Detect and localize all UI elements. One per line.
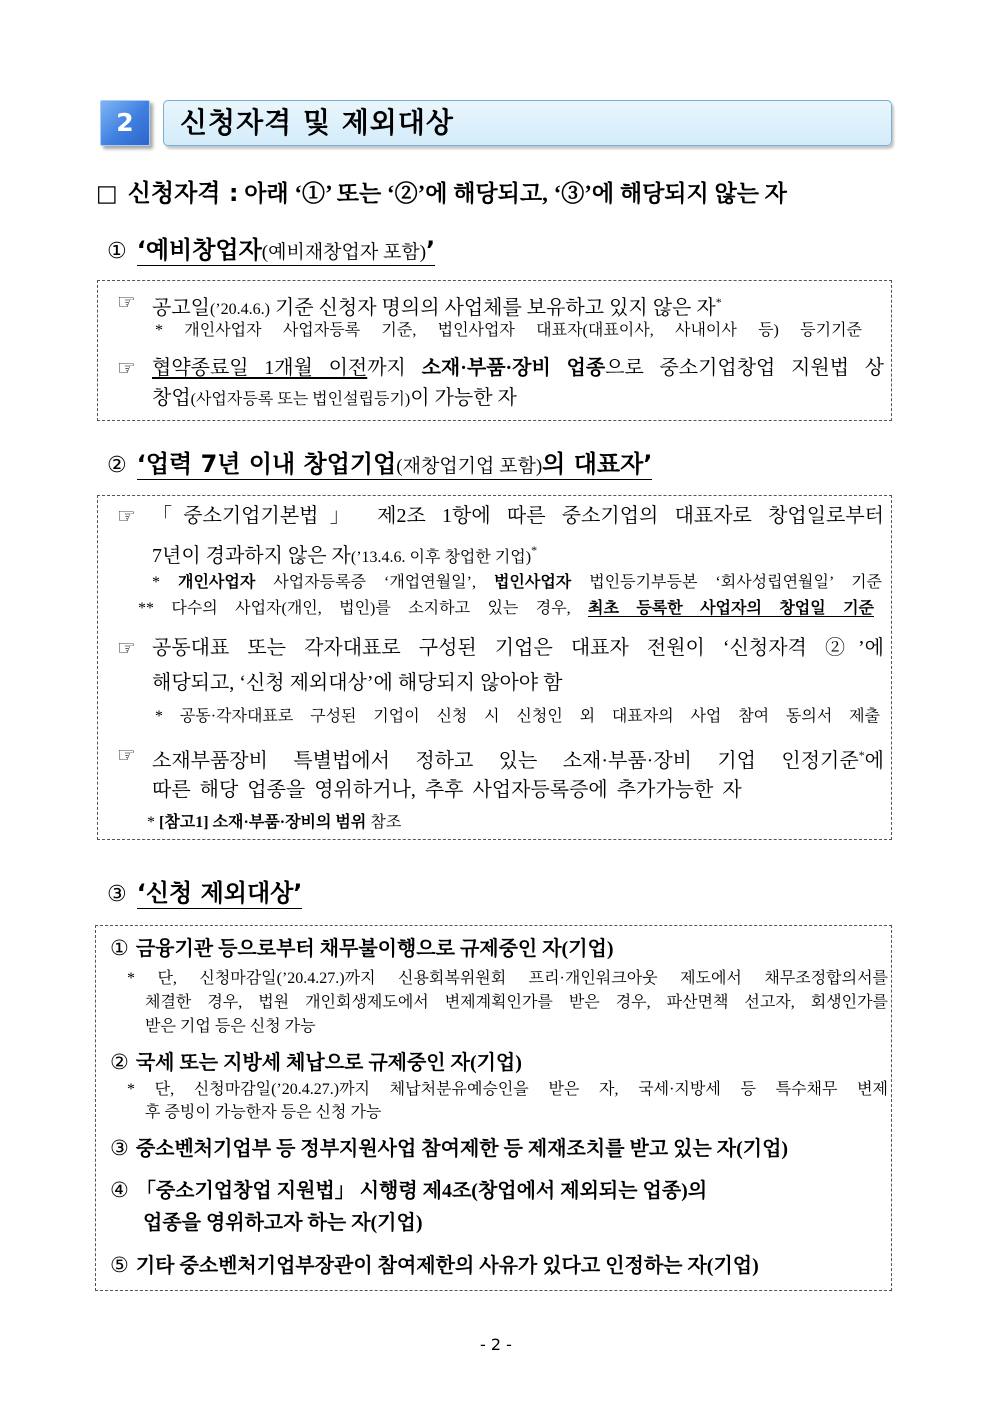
item-text: 「중소기업창업 지원법」 시행령 제4조(창업에서 제외되는 업종)의 — [135, 1180, 708, 1202]
eligibility-text: 아래 ‘①’ 또는 ‘②’에 해당되고, ‘③’에 해당되지 않는 자 — [244, 181, 787, 206]
heading-number: ② — [107, 453, 127, 478]
criterion-text: 7년이 경과하지 않은 자 — [152, 545, 351, 567]
early-founder-criterion-1-continued — [152, 535, 537, 573]
note-text: 법인등기부등본 ‘회사성립연월일’ 기준 — [571, 574, 882, 591]
pointing-hand-icon: ☞ — [117, 356, 136, 380]
early-founder-criterion-2-continued: 해당되고, ‘신청 제외대상’에 해당되지 않아야 함 — [152, 672, 563, 694]
item-text: 국세 또는 지방세 체납으로 규제중인 자(기업) — [135, 1052, 522, 1074]
early-founder-criterion-3 — [152, 740, 884, 776]
heading-sub: (예비재창업자 포함) — [261, 242, 427, 263]
pointing-hand-icon: ☞ — [117, 504, 136, 528]
note-star: * — [147, 814, 159, 831]
exclusion-item-5 — [110, 1250, 759, 1281]
item-text: 기타 중소벤처기업부장관이 참여제한의 사유가 있다고 인정하는 자(기업) — [135, 1255, 759, 1277]
criterion-text: 소재부품장비 특별법에서 정하고 있는 소재·부품·장비 기업 인정기준 — [152, 750, 859, 772]
early-founder-note-3: * 공동·각자대표로 구성된 기업이 신청 시 신청인 외 대표자의 사업 참여 동의서 제출 — [155, 708, 880, 725]
exclusion-item-2 — [110, 1047, 522, 1078]
exclusion-item-1-note-line-2: 체결한 경우, 법원 개인회생제도에서 변제계획인가를 받은 경우, 파산면책 선고자, 회생인가를 — [145, 994, 888, 1011]
section-title: 신청자격 및 제외대상 — [180, 106, 454, 139]
early-founder-criterion-2: 공동대표 또는 각자대표로 구성된 기업은 대표자 전원이 ‘신청자격 ②’에 — [152, 637, 884, 659]
note-star: * — [152, 574, 178, 591]
criterion-text: 창업 — [152, 387, 191, 409]
item-number: ④ — [110, 1178, 129, 1202]
exclusion-item-4 — [110, 1175, 707, 1206]
footnote-mark: * — [858, 748, 865, 762]
heading-main: ‘예비창업자 — [136, 236, 262, 264]
footnote-mark: * — [531, 543, 538, 557]
item-number: ⑤ — [110, 1253, 129, 1277]
criterion-text: 으로 중소기업창업 지원법 상 — [605, 357, 885, 379]
exclusion-item-1-note-line-1: * 단, 신청마감일(’20.4.27.)까지 신용회복위원회 프리·개인워크아웃 제도에서 채무조정합의서를 — [127, 970, 888, 987]
early-founder-criterion-1: 「중소기업기본법」 제2조 1항에 따른 중소기업의 대표자로 창업일로부터 — [152, 505, 884, 527]
checkbox-glyph: □ — [96, 181, 118, 207]
item-number: ① — [110, 936, 129, 960]
heading-number: ③ — [107, 882, 127, 907]
exclusion-item-2-note-line-1: * 단, 신청마감일(’20.4.27.)까지 체납처분유예승인을 받은 자, 국세·지방세 등 특수채무 변제 — [127, 1081, 888, 1098]
criterion-text: 이 가능한 자 — [410, 387, 517, 409]
item-text: 금융기관 등으로부터 채무불이행으로 규제중인 자(기업) — [135, 938, 614, 960]
item-text: 중소벤처기업부 등 정부지원사업 참여제한 등 제재조치를 받고 있는 자(기업) — [135, 1138, 789, 1160]
heading-main: ‘신청 제외대상’ — [136, 879, 303, 907]
pre-founder-criterion-2-continued — [152, 383, 517, 415]
eligibility-label: 신청자격 : — [127, 179, 239, 207]
note-text: ** 다수의 사업자(개인, 법인)를 소지하고 있는 경우, — [138, 600, 589, 617]
heading-end: 의 대표자’ — [542, 450, 653, 478]
heading-underline — [137, 238, 435, 266]
exclusion-item-1 — [110, 933, 614, 964]
early-founder-criterion-3-continued: 따른 해당 업종을 영위하거나, 추후 사업자등록증에 추가가능한 자 — [152, 779, 742, 801]
pointing-hand-icon: ☞ — [117, 290, 136, 314]
criterion-text: 에 — [864, 750, 884, 772]
section-title-box — [163, 100, 892, 146]
criterion-text: 기준 신청자 명의의 사업체를 보유하고 있지 않은 자 — [269, 297, 716, 319]
item-number: ② — [110, 1050, 129, 1074]
criterion-date: (’20.4.6.) — [209, 301, 270, 318]
page-number: - 2 - — [480, 1335, 512, 1354]
early-founder-note-4 — [147, 811, 401, 835]
note-text: 참조 — [366, 814, 402, 831]
exclusion-item-1-note-line-3: 받은 기업 등은 신청 가능 — [145, 1018, 316, 1035]
heading-pre-founder — [107, 233, 435, 270]
heading-main: ‘업력 7년 이내 창업기업 — [136, 450, 397, 478]
item-number: ③ — [110, 1136, 129, 1160]
heading-sub: (재창업기업 포함) — [396, 456, 543, 477]
criterion-underlined: 협약종료일 1개월 이전 — [152, 357, 368, 379]
early-founder-note-2 — [138, 597, 874, 621]
section-number: 2 — [116, 108, 134, 137]
pointing-hand-icon: ☞ — [117, 743, 136, 767]
note-emphasis: 최초 등록한 사업자의 창업일 기준 — [588, 600, 874, 617]
pointing-hand-icon: ☞ — [117, 636, 136, 660]
exclusion-item-2-note-line-2: 후 증빙이 가능한자 등은 신청 가능 — [145, 1104, 382, 1121]
eligibility-summary — [96, 176, 787, 211]
heading-end: ’ — [426, 236, 436, 264]
criterion-paren: (사업자등록 또는 법인설립등기) — [190, 391, 411, 408]
heading-exclusions — [107, 876, 302, 912]
note-text: 사업자등록증 ‘개업연월일’, — [255, 574, 494, 591]
exclusion-item-4-continued: 업종을 영위하고자 하는 자(기업) — [143, 1212, 423, 1234]
section-number-badge — [100, 100, 150, 146]
note-bold: 법인사업자 — [493, 574, 572, 591]
criterion-text: 까지 — [367, 357, 422, 379]
exclusion-item-3 — [110, 1133, 788, 1164]
footnote-mark: * — [715, 295, 722, 309]
heading-early-founder — [107, 447, 652, 484]
criterion-text: 공고일 — [152, 297, 210, 319]
early-founder-note-1 — [152, 571, 882, 595]
heading-number: ① — [107, 239, 127, 264]
criterion-bold: 소재·부품·장비 업종 — [421, 357, 606, 379]
criterion-paren: (’13.4.6. 이후 창업한 기업) — [350, 549, 532, 566]
note-bold: 개인사업자 — [178, 574, 256, 591]
note-bold: [참고1] 소재·부품·장비의 범위 — [159, 814, 367, 831]
heading-underline — [137, 452, 653, 480]
pre-founder-criterion-2 — [152, 353, 884, 383]
pre-founder-criterion-1-note: * 개인사업자 사업자등록 기준, 법인사업자 대표자(대표이사, 사내이사 등) 등기기준 — [155, 322, 862, 339]
